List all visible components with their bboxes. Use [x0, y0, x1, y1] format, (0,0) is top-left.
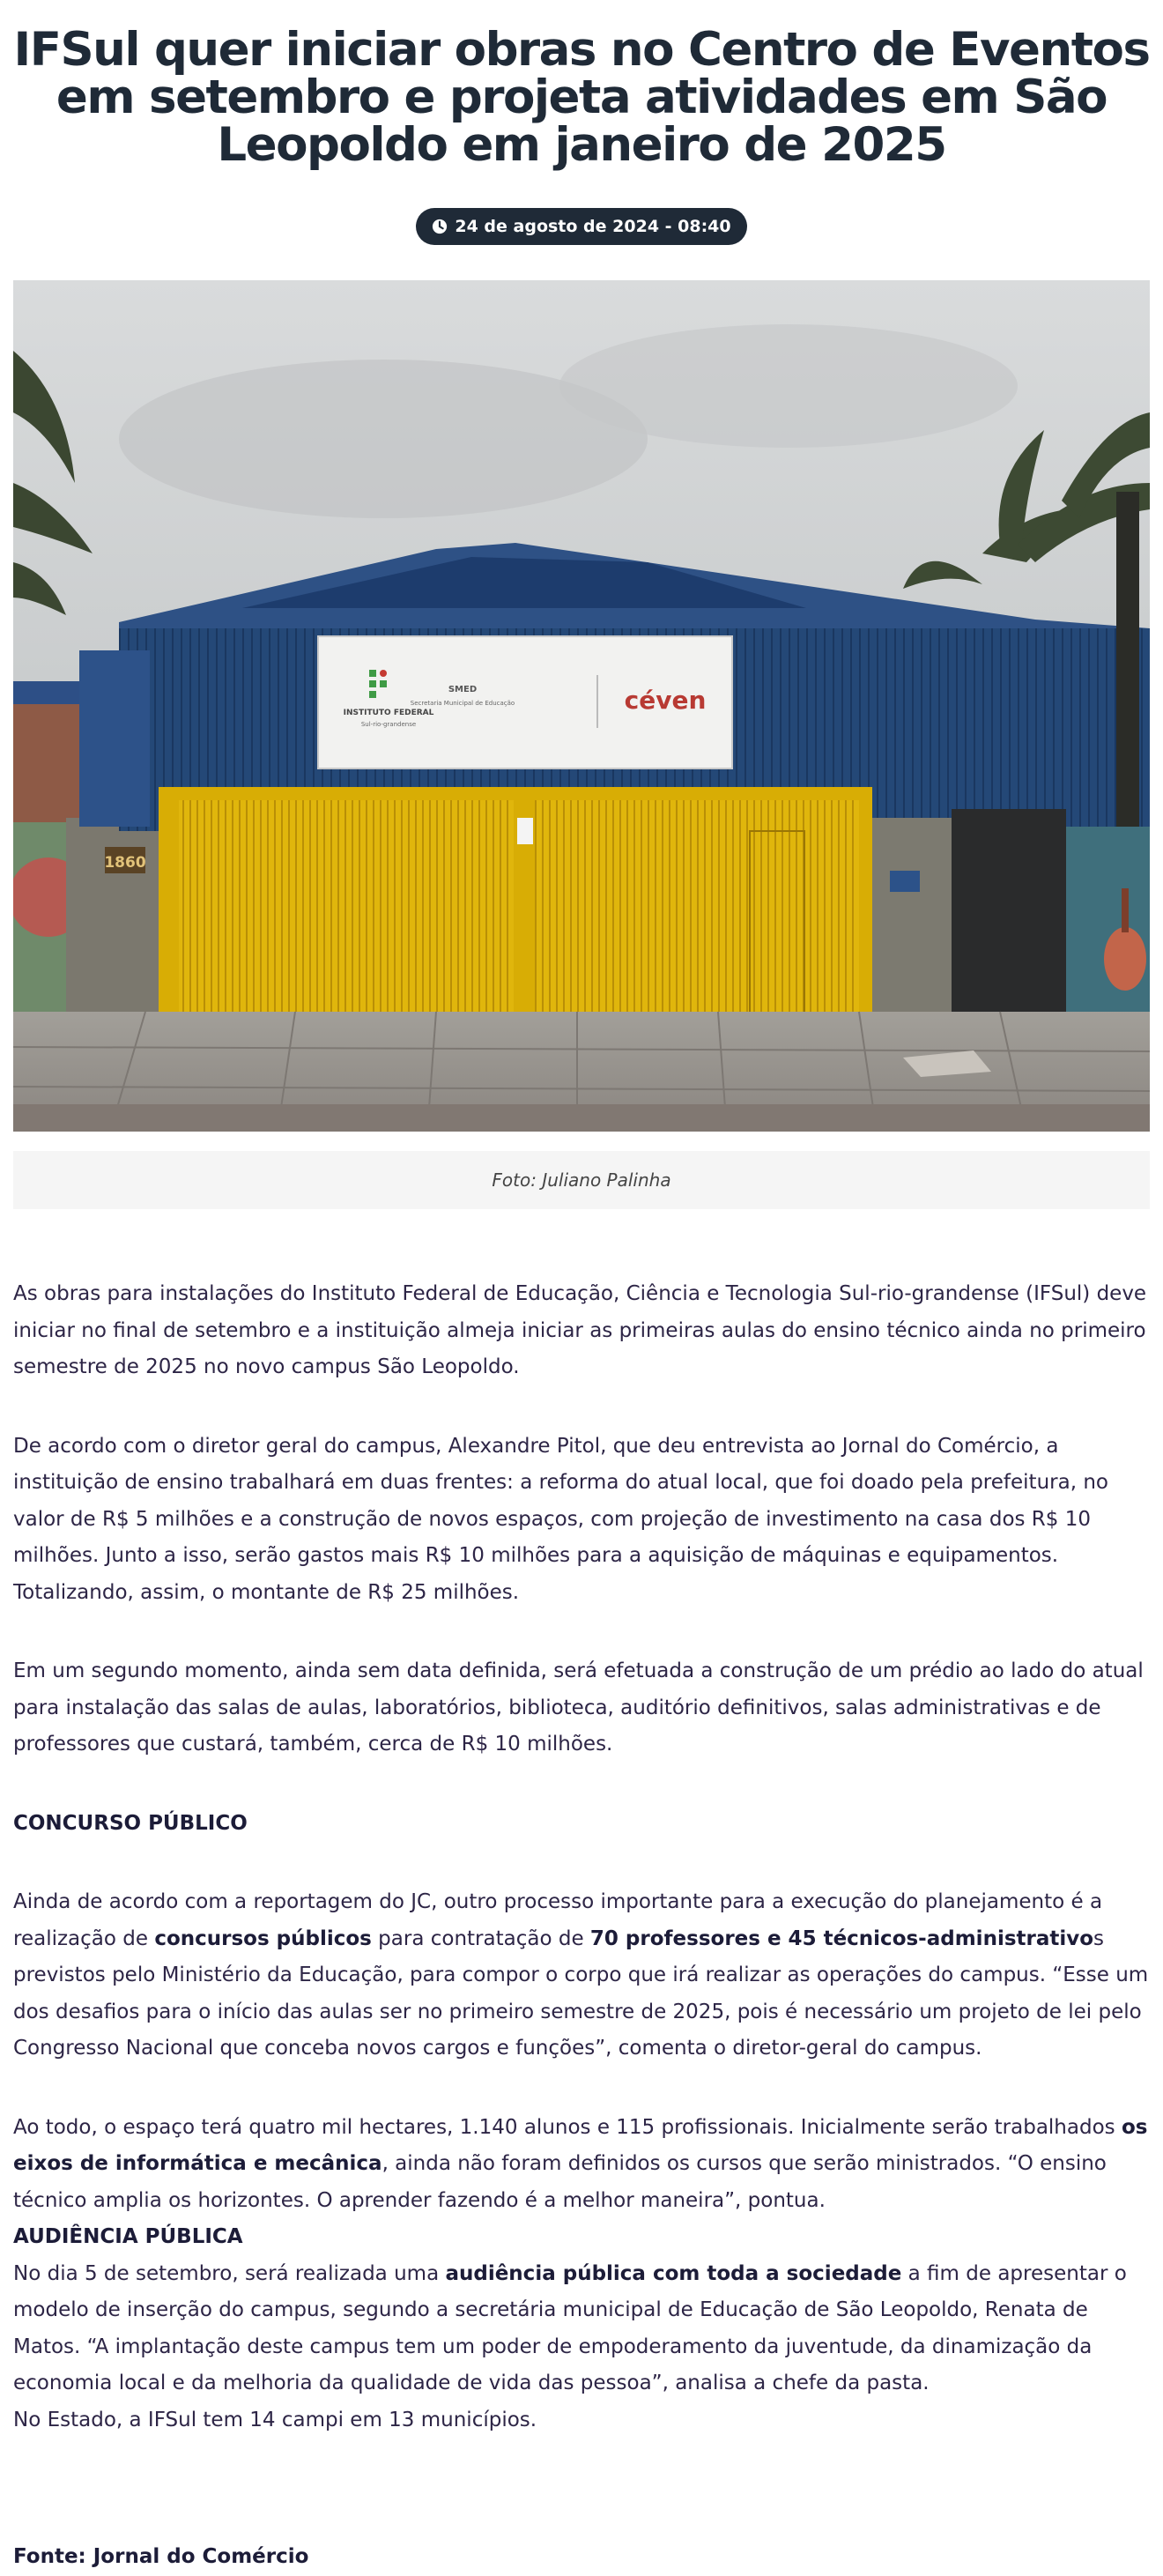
svg-text:Secretaria Municipal de Educaç: Secretaria Municipal de Educação: [410, 700, 515, 707]
article-photo: [13, 280, 1150, 1132]
paragraph-4: [13, 1884, 1150, 2067]
article-body: [13, 1276, 1150, 2576]
section-heading-audiencia: AUDIÊNCIA PÚBLICA: [13, 2225, 243, 2248]
paragraph-5-text-a: Ao todo, o espaço terá quatro mil hectares, 1.140 alunos e 115 profissionais. Inicialmente serão trabalhados: [13, 2115, 1122, 2139]
section-heading-concurso: CONCURSO PÚBLICO: [13, 1811, 248, 1835]
article-title: IFSul quer iniciar obras no Centro de Eventos em setembro e projeta atividades em São Leopoldo em janeiro de 2025: [13, 23, 1150, 172]
paragraph-4-text-c: s previstos pelo Ministério da Educação, para compor o corpo que irá realizar as operações do campus. “Esse um dos desafios para o início das aulas ser no primeiro semestre de 2025, pois é necessário um projeto de lei pelo Congresso Nacional que conceba novos cargos e funções”, comenta o diretor-geral do campus.: [13, 1926, 1149, 2060]
paragraph-5-text-b: , ainda não foram definidos os cursos que serão ministrados. “O ensino técnico amplia os horizontes. O aprender fazendo é a melhor maneira”, pontua.: [13, 2152, 1107, 2212]
paragraph-2: De acordo com o diretor geral do campus, Alexandre Pitol, que deu entrevista ao Jornal do Comércio, a instituição de ensino trabalhará em duas frentes: a reforma do atual local, que foi doado pela prefeitura, no valor de R$ 5 milhões e a construção de novos espaços, com projeção de investimento na casa dos R$ 10 milhões. Junto a isso, serão gastos mais R$ 10 milhões para a aquisição de máquinas e equipamentos. Totalizando, assim, o montante de R$ 25 milhões.: [13, 1434, 1108, 1604]
photo-credit: Foto: Juliano Palinha: [492, 1169, 671, 1191]
photo-caption: [13, 1151, 1150, 1209]
paragraph-4-text-a: Ainda de acordo com a reportagem do JC, outro processo importante para a execução do planejamento é a realização de: [13, 1890, 1103, 1950]
svg-text:1860: 1860: [104, 854, 146, 872]
paragraph-7: No Estado, a IFSul tem 14 campi em 13 municípios.: [13, 2408, 537, 2431]
paragraph-4-text-b: para contratação de: [371, 1926, 590, 1950]
publish-date: 24 de agosto de 2024 - 08:40: [455, 217, 731, 236]
paragraph-6-text-a: No dia 5 de setembro, será realizada uma: [13, 2261, 446, 2285]
article-container: [13, 0, 1150, 2576]
paragraph-6-bold: audiência pública com toda a sociedade: [445, 2261, 902, 2285]
svg-text:SMED: SMED: [448, 685, 478, 694]
paragraph-4-bold-a: concursos públicos: [154, 1926, 372, 1950]
paragraph-5-bold: os eixos de informática e mecânica: [13, 2115, 1148, 2175]
paragraph-6: [13, 2256, 1150, 2402]
date-row: [13, 208, 1150, 245]
date-badge: [416, 208, 746, 245]
svg-text:INSTITUTO FEDERAL: INSTITUTO FEDERAL: [343, 709, 434, 717]
article-source: Fonte: Jornal do Comércio: [13, 2545, 309, 2568]
paragraph-4-bold-b: 70 professores e 45 técnicos-administrativo: [589, 1926, 1094, 1950]
svg-text:Sul-rio-grandense: Sul-rio-grandense: [360, 721, 417, 728]
clock-icon: [432, 219, 448, 234]
paragraph-5: [13, 2110, 1150, 2220]
paragraph-6-text-b: a fim de apresentar o modelo de inserção do campus, segundo a secretária municipal de Educação de São Leopoldo, Renata de Matos. “A implantação deste campus tem um poder de empoderamento da juventude, da dinamização da economia local e da melhoria da qualidade de vida das pessoa”, analisa a chefe da pasta.: [13, 2261, 1127, 2394]
svg-text:céven: céven: [624, 686, 707, 715]
paragraph-1: As obras para instalações do Instituto Federal de Educação, Ciência e Tecnologia Sul-rio-grandense (IFSul) deve iniciar no final de setembro e a instituição almeja iniciar as primeiras aulas do ensino técnico ainda no primeiro semestre de 2025 no novo campus São Leopoldo.: [13, 1282, 1147, 1378]
paragraph-3: Em um segundo momento, ainda sem data definida, será efetuada a construção de um prédio ao lado do atual para instalação das salas de aulas, laboratórios, biblioteca, auditório definitivos, salas administrativas e de professores que custará, também, cerca de R$ 10 milhões.: [13, 1659, 1144, 1756]
